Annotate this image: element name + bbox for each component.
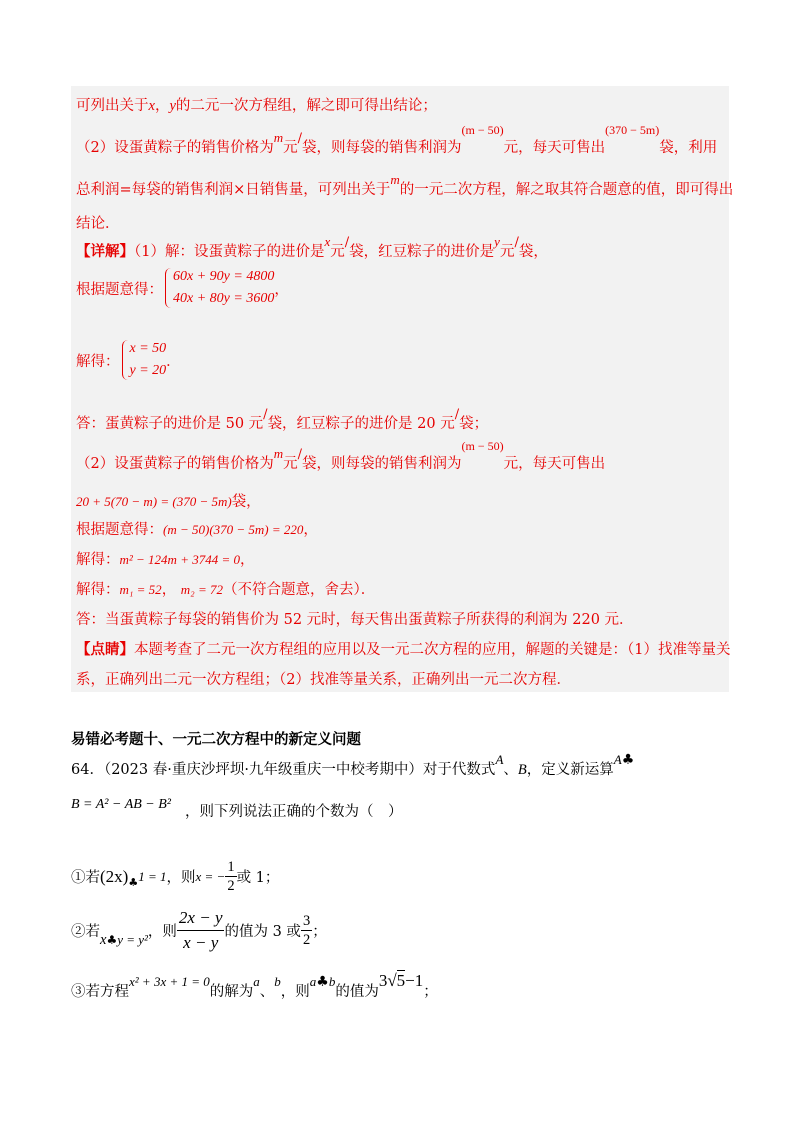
detail-tag: 【详解】 xyxy=(76,243,134,260)
equation-system-1: 60x + 90y = 4800 40x + 80y = 3600 xyxy=(163,266,274,310)
fraction-2x-y-over-x-y: $\frac{2x - y}{x - y}$ xyxy=(178,908,223,952)
comment-tag: 【点睛】 xyxy=(76,641,134,658)
comment-line-2: 系，正确列出二元一次方程组；（2）找准等量关系，正确列出一元二次方程． xyxy=(76,672,571,688)
answer-explanation-box xyxy=(71,86,734,692)
question-stem: 64．（2023 春·重庆沙坪坝·九年级重庆一中校考期中）对于代数式A、B，定义新运算A♣ xyxy=(71,752,635,778)
analysis-line-4: 结论． xyxy=(76,216,120,232)
sold-expression-line: 20 + 5(70 − m) = (370 − 5m)袋， xyxy=(76,494,261,510)
final-answer-line: 答：当蛋黄粽子每袋的销售价为 52 元时，每天售出蛋黄粽子所获得的利润为 220 元． xyxy=(76,612,634,628)
analysis-line-2: （2）设蛋黄粽子的销售价格为m元/袋，则每袋的销售利润为$^{(m - 50)}$元，每天可售出$^{(370 - 5m)}$袋，利用 xyxy=(76,123,718,156)
sqrt-expression: 3√5−1 xyxy=(378,971,424,990)
profit-equation-line: 根据题意得：(m − 50)(370 − 5m) = 220， xyxy=(76,522,318,538)
system-2-line: 解得： x = 50 y = 20 ． xyxy=(76,338,181,382)
analysis-line-1: 可列出关于x，y的二元一次方程组，解之即可得出结论； xyxy=(76,98,437,114)
fraction-three-halves: $\frac{3}{2}$ xyxy=(302,913,311,948)
definition-line: B = A² − AB − B² ，则下列说法正确的个数为（ ） xyxy=(71,797,403,820)
part-2-setup: （2）设蛋黄粽子的销售价格为m元/袋，则每袋的销售利润为$^{(m - 50)}$元，每天可售出 xyxy=(76,439,606,472)
answer-part-1: 答：蛋黄粽子的进价是 50 元/袋，红豆粽子的进价是 20 元/袋； xyxy=(76,407,489,432)
fraction-one-half: $\frac{1}{2}$ xyxy=(227,859,235,894)
club-operator-icon: ♣ xyxy=(316,974,329,990)
club-operator-icon: ♣ xyxy=(106,933,118,947)
analysis-line-3: 总利润=每袋的销售利润×日销售量，可列出关于m的一元二次方程，解之取其符合题意的值，即可得出 xyxy=(76,172,734,198)
equation-system-2: x = 50 y = 20 xyxy=(120,338,167,382)
section-title: 易错必考题十、一元二次方程中的新定义问题 xyxy=(71,731,361,748)
comment-line-1: 【点睛】本题考查了二元一次方程组的应用以及一元二次方程的应用，解题的关键是：（1）找准等量关 xyxy=(76,641,731,658)
detail-line: 【详解】（1）解：设蛋黄粽子的进价是x元/袋，红豆粽子的进价是y元/袋， xyxy=(76,234,548,260)
system-1-line: 根据题意得： 60x + 90y = 4800 40x + 80y = 3600 ， xyxy=(76,266,289,310)
quadratic-equation-line: 解得：m² − 124m + 3744 = 0， xyxy=(76,552,255,568)
statement-2: ②若x♣y = y²，则 $\frac{2x - y}{x - y}$ 的值为 3 或 $\frac{3}{2}$ ； xyxy=(71,906,327,955)
club-operator-icon: ♣ xyxy=(621,752,635,768)
roots-line: 解得：m₁ = 52， m₂ = 72（不符合题意，舍去）． xyxy=(76,582,376,598)
statement-1: ①若(2x)♣1 = 1，则x = − $\frac{1}{2}$ 或 1； xyxy=(71,859,280,894)
club-operator-icon: ♣ xyxy=(128,876,139,889)
statement-3: ③若方程x² + 3x + 1 = 0的解为a、b，则a♣b的值为3√5−1； xyxy=(71,971,438,1000)
